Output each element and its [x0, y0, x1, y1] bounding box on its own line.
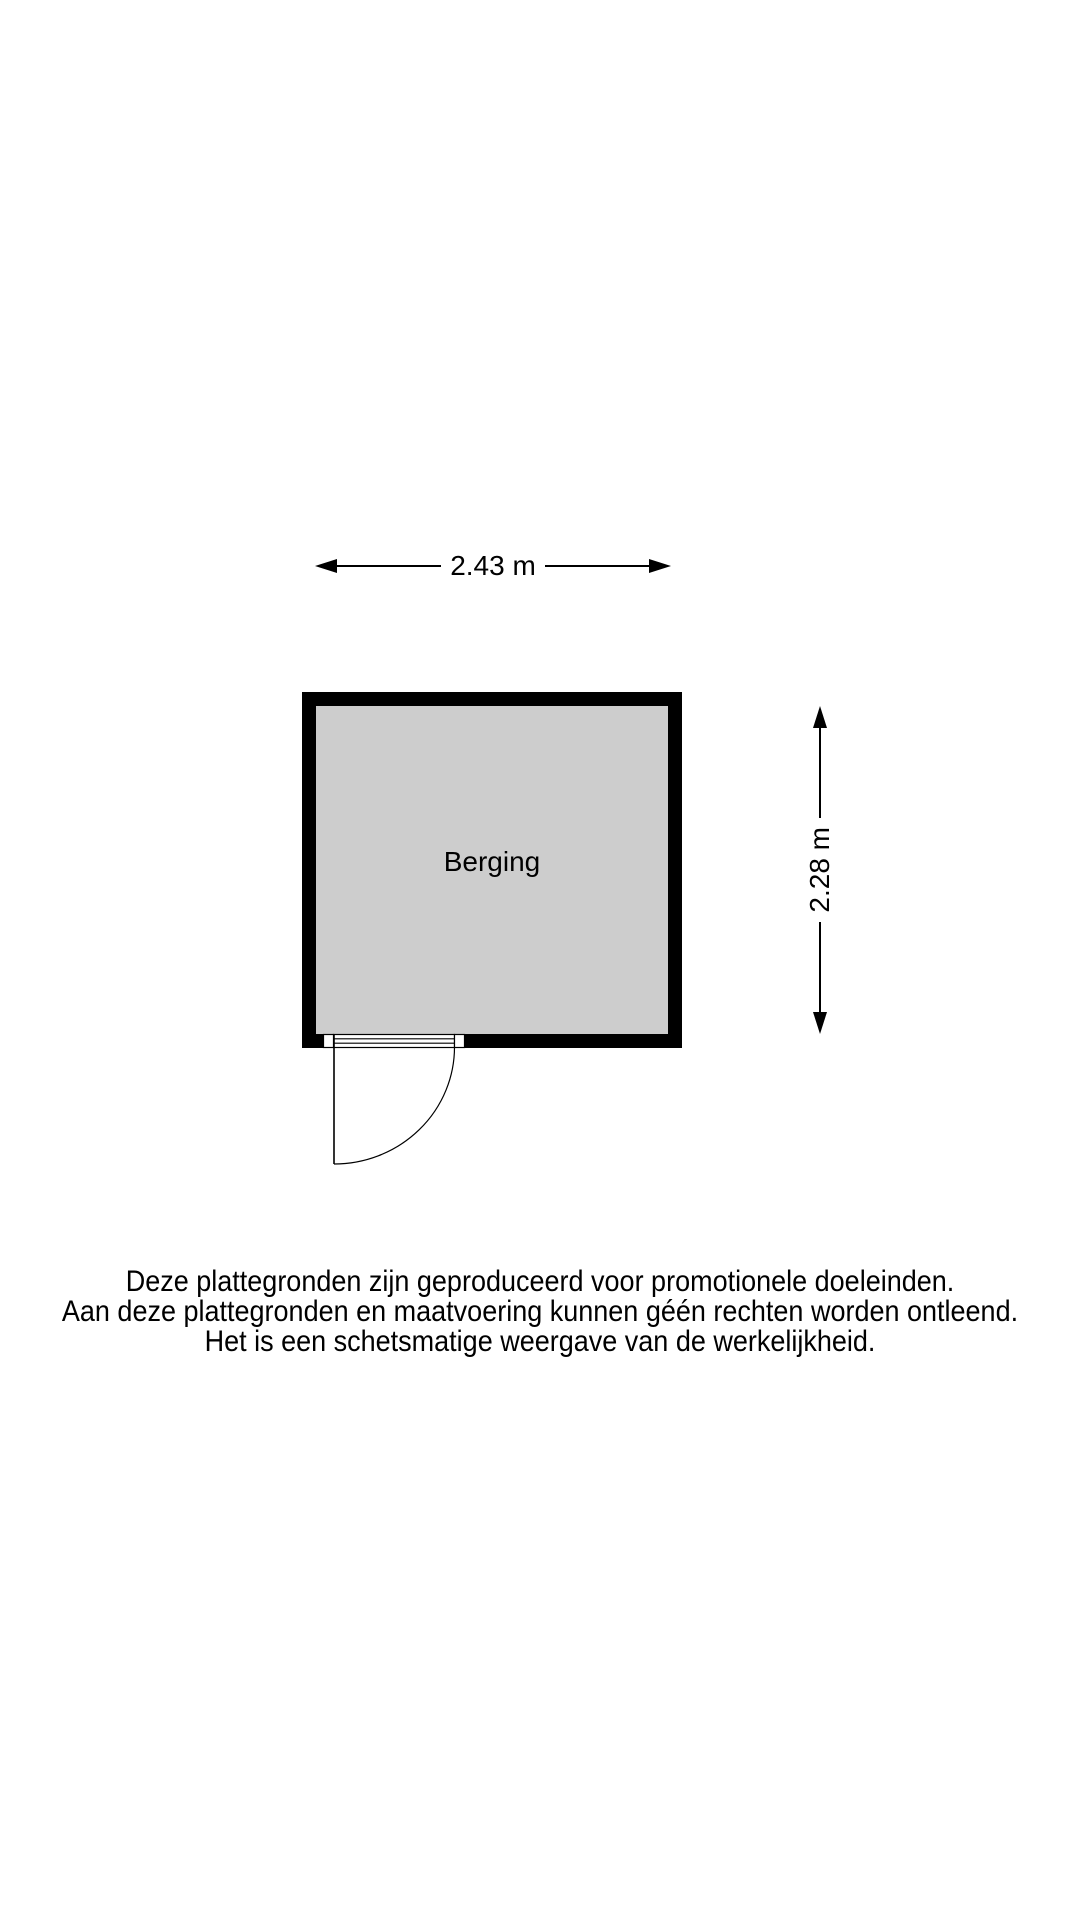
arrow-right-icon [649, 559, 671, 573]
door-swing [300, 1030, 480, 1180]
disclaimer-line-1: Deze plattegronden zijn geproduceerd voor promotionele doeleinden. [125, 1265, 955, 1298]
dimension-line [819, 728, 821, 818]
height-dimension [806, 706, 834, 1034]
width-dimension-label: 2.43 m [450, 550, 536, 581]
disclaimer-line-3: Het is een schetsmatige weergave van de werkelijkheid. [204, 1325, 876, 1358]
dimension-line [819, 922, 821, 1012]
arrow-left-icon [315, 559, 337, 573]
disclaimer-line-2: Aan deze plattegronden en maatvoering kunnen géén rechten worden ontleend. [61, 1295, 1019, 1328]
dimension-line [545, 565, 649, 567]
arrow-up-icon [813, 706, 827, 728]
height-dimension-label: 2.28 m [804, 827, 835, 913]
room-berging [302, 692, 682, 1048]
disclaimer [54, 1267, 1026, 1357]
dimension-line [337, 565, 441, 567]
arrow-down-icon [813, 1012, 827, 1034]
width-dimension [315, 552, 671, 580]
room-label: Berging [443, 846, 541, 877]
